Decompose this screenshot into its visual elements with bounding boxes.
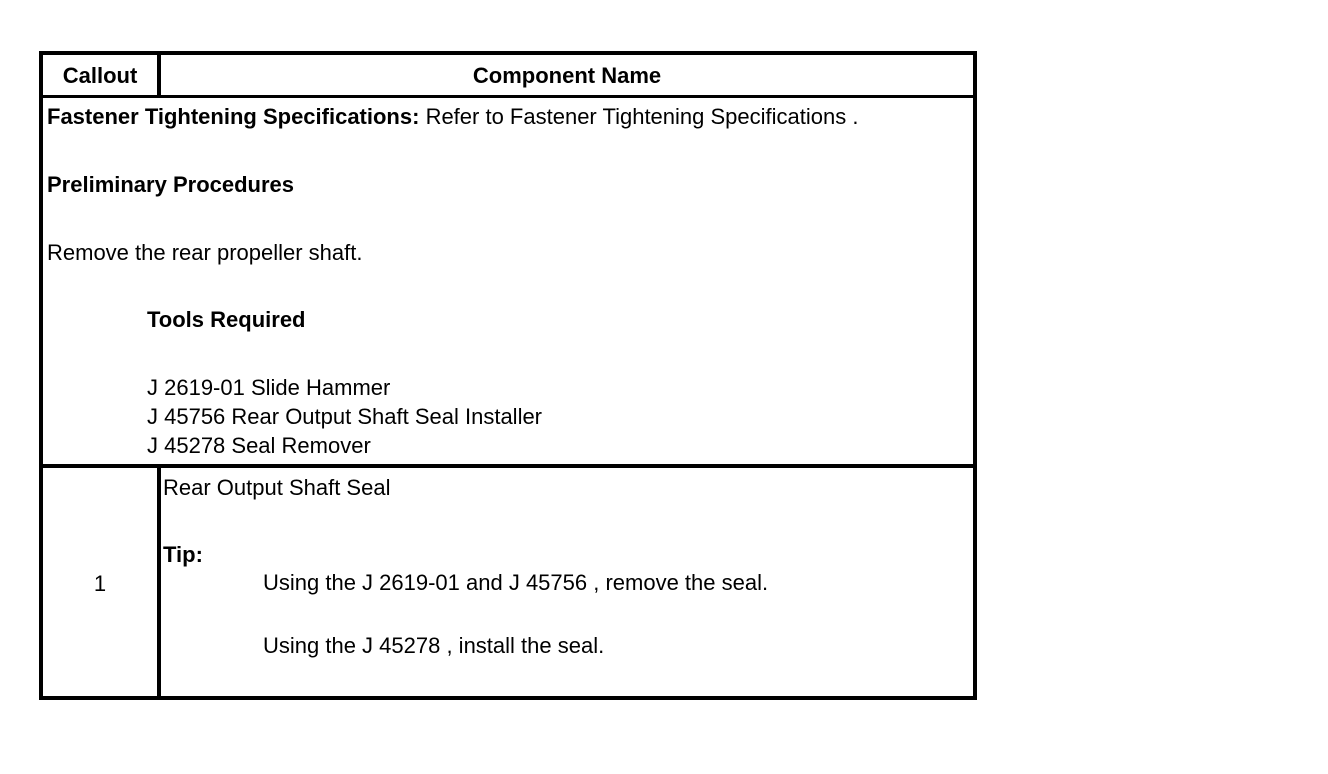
tool-item: J 45756 Rear Output Shaft Seal Installer [147, 404, 543, 429]
preliminary-procedures-heading: Preliminary Procedures [47, 172, 295, 197]
tools-required-heading: Tools Required [147, 307, 306, 332]
fastener-specs-line [47, 104, 858, 130]
tip-text: Using the J 45278 , install the seal. [263, 633, 605, 658]
tip-text: Using the J 2619-01 and J 45756 , remove the seal. [263, 570, 769, 595]
row-column-divider [157, 464, 161, 696]
component-name: Rear Output Shaft Seal [163, 475, 391, 500]
tip-label: Tip: [163, 542, 203, 567]
fastener-specs-text: Refer to Fastener Tightening Specifications . [425, 104, 859, 129]
column-header-callout: Callout [62, 63, 138, 88]
row-divider [43, 464, 973, 468]
component-table [39, 51, 977, 700]
column-header-component-name: Component Name [472, 63, 662, 88]
callout-number: 1 [93, 571, 107, 596]
preliminary-step: Remove the rear propeller shaft. [47, 240, 363, 265]
tool-item: J 2619-01 Slide Hammer [147, 375, 391, 400]
fastener-specs-label: Fastener Tightening Specifications: [47, 104, 420, 129]
tool-item: J 45278 Seal Remover [147, 433, 371, 458]
header-divider [43, 95, 973, 98]
